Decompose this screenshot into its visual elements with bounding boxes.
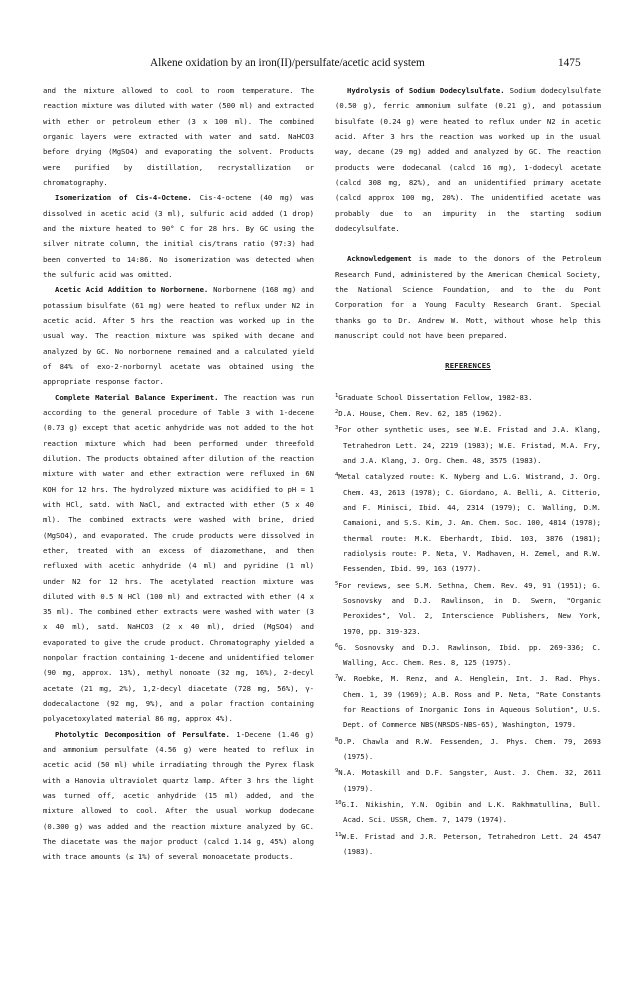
photolysis-heading: Photolytic Decomposition of Persulfate.	[55, 729, 230, 739]
reference-text: Graduate School Dissertation Fellow, 1982-83.	[338, 392, 533, 402]
reference-number: 8	[335, 736, 339, 743]
reference-item	[335, 405, 601, 421]
reference-item	[335, 828, 601, 860]
isomerization-body: Cis-4-octene (40 mg) was dissolved in acetic acid (3 ml), sulfuric acid added (1 drop) and the mixture heated to 90° C for 28 hrs. By GC using the silver nitrate column, the initial cis/trans ratio (97:3) had been converted to 14:86. No isomerization was detected when the sulfuric acid was omitted.	[43, 193, 314, 279]
acknowledgement-body: is made to the donors of the Petroleum Research Fund, administered by the American Chemical Society, the National Science Foundation, and to the du Pont Corporation for a Young Faculty Research Grant. Special thanks go to Dr. Andrew W. Mott, without whose help this manuscript could not have been prepared.	[335, 254, 601, 340]
material-balance-body: The reaction was run according to the general procedure of Table 3 with 1-decene (0.73 g) except that acetic anhydride was not added to the hot reaction mixture which had been performed under threefold dilution. The products obtained after dilution of the reaction mixture with water and ether extraction were refluxed in 6N KOH for 12 hrs. The hydrolyzed mixture was acidified to pH = 1 with HCl, satd. with NaCl, and extracted with ether (5 x 40 ml). The combined extracts were washed with brine, dried (MgSO4), and evaporated. The crude products were dissolved in ether, treated with an excess of diazomethane, and then refluxed with acetic anhydride (4 ml) and pyridine (1 ml) under N2 for 12 hrs. The acetylated reaction mixture was diluted with 0.5 N HCl (100 ml) and extracted with ether (4 x 35 ml). The combined ether extracts were washed with water (3 x 40 ml), satd. NaHCO3 (2 x 40 ml), dried (MgSO4) and evaporated to give the crude product. Chromatography yielded a nonpolar fraction containing 1-decene and unidentified telomer (90 mg, approx. 13%), methyl nonoate (32 mg, 16%), 2-decyl acetate (21 mg, 2%), 1,2-decyl diacetate (728 mg, 56%), γ-dodecalactone (92 mg, 9%), and a polar fraction containing polyacetoxylated material 86 mg, approx 4%).	[43, 392, 314, 724]
reference-number: 2	[335, 408, 339, 415]
norbornene-heading: Acetic Acid Addition to Norbornene.	[55, 285, 209, 295]
reference-text: Metal catalyzed route: K. Nyberg and L.G. Wistrand, J. Org. Chem. 43, 2613 (1978); C. Giordano, A. Belli, A. Citterio, and F. Minisci, Ibid. 44, 2314 (1979); C. Walling, D.M. Camaioni, and S.S. Kim, J. Am. Chem. Soc. 100, 4814 (1978); thermal route: M.K. Eberhardt, Ibid. 103, 3876 (1981); radiolysis route: P. Neta, V. Madhaven, H. Zemel, and R.W. Fessenden, Ibid. 99, 163 (1977).	[338, 472, 601, 574]
reference-number: 7	[335, 674, 339, 681]
workup-paragraph: and the mixture allowed to cool to room temperature. The reaction mixture was diluted with water (500 ml) and extracted with ether or petroleum ether (3 x 100 ml). The combined organic layers were extracted with water and satd. NaHCO3 before drying (MgSO4) and evaporating the solvent. Products were purified by distillation, recrystallization or chromatography.	[43, 86, 314, 187]
acknowledgement-heading: Acknowledgement	[347, 254, 412, 264]
reference-item	[335, 733, 601, 765]
material-balance-heading: Complete Material Balance Experiment.	[55, 392, 219, 402]
reference-text: W.E. Fristad and J.R. Peterson, Tetrahedron Lett. 24 4547 (1983).	[341, 831, 601, 857]
right-column	[335, 83, 601, 859]
reference-number: 1	[335, 392, 339, 399]
reference-text: For reviews, see S.M. Sethna, Chem. Rev. 49, 91 (1951); G. Sosnovsky and D.J. Rawlinson, in D. Swern, "Organic Peroxides", Vol. 2, Interscience Publishers, New York, 1970, pp. 319-323.	[338, 580, 601, 636]
reference-item	[335, 796, 601, 828]
hydrolysis-paragraph	[335, 83, 601, 236]
reference-number: 3	[335, 425, 339, 432]
reference-item	[335, 670, 601, 732]
running-header	[0, 57, 625, 71]
reference-number: 11	[335, 831, 342, 838]
page-number: 1475	[558, 57, 581, 69]
reference-number: 4	[335, 472, 339, 479]
left-column	[43, 83, 314, 865]
references-list	[335, 389, 601, 860]
hydrolysis-body: Sodium dodecylsulfate (0.50 g), ferric ammonium sulfate (0.21 g), and potassium bisulfate (0.24 g) were heated to reflux under N2 in acetic acid. After 3 hrs the reaction was worked up in the usual way, decane (29 mg) added and analyzed by GC. The reaction products were dodecanal (calcd 16 mg), 1-dodecyl acetate (calcd 308 mg, 82%), and an unidentified primary acetate (calcd approx 100 mg, 20%). The unidentified acetate was probably due to an impurity in the starting sodium dodecylsulfate.	[335, 86, 601, 233]
reference-text: D.A. House, Chem. Rev. 62, 185 (1962).	[338, 408, 503, 418]
reference-text: G. Sosnovsky and D.J. Rawlinson, Ibid. pp. 269-336; C. Walling, Acc. Chem. Res. 8, 125 (1975).	[338, 642, 601, 668]
reference-text: W. Roebke, M. Renz, and A. Henglein, Int. J. Rad. Phys. Chem. 1, 39 (1969); A.B. Ross and P. Neta, "Rate Constants for Reactions of Inorganic Ions in Aqueous Solution", U.S. Dept. of Commerce NBS(NRSDS-NBS-65), Washington, 1979.	[338, 674, 601, 730]
isomerization-heading: Isomerization of Cis-4-Octene.	[55, 193, 192, 203]
reference-item	[335, 577, 601, 639]
reference-item	[335, 389, 601, 405]
section-spacer	[335, 343, 601, 358]
reference-number: 6	[335, 642, 339, 649]
norbornene-paragraph	[43, 282, 314, 389]
references-heading: REFERENCES	[445, 361, 491, 371]
material-balance-paragraph	[43, 390, 314, 727]
reference-number: 5	[335, 580, 339, 587]
running-title: Alkene oxidation by an iron(II)/persulfate/acetic acid system	[150, 57, 425, 69]
reference-text: For other synthetic uses, see W.E. Fristad and J.A. Klang, Tetrahedron Lett. 24, 2219 (1983); W.E. Fristad, M.A. Fry, and J.A. Klang, J. Org. Chem. 48, 3575 (1983).	[338, 425, 601, 465]
reference-number: 9	[335, 768, 339, 775]
reference-item	[335, 421, 601, 468]
isomerization-paragraph	[43, 190, 314, 282]
acknowledgement-paragraph	[335, 251, 601, 343]
hydrolysis-heading: Hydrolysis of Sodium Dodecylsulfate.	[347, 86, 505, 95]
photolysis-paragraph	[43, 727, 314, 865]
section-spacer	[335, 374, 601, 389]
reference-text: N.A. Motaskill and D.F. Sangster, Aust. J. Chem. 32, 2611 (1979).	[338, 768, 601, 793]
norbornene-body: Norbornene (168 mg) and potassium bisulfate (61 mg) were heated to reflux under N2 in acetic acid. After 5 hrs the reaction was worked up in the usual way. The reaction mixture was spiked with decane and analyzed by GC. No norbornene remained and a calculated yield of 84% of exo-2-norbornyl acetate was obtained using the appropriate response factor.	[43, 285, 314, 387]
reference-text: O.P. Chawla and R.W. Fessenden, J. Phys. Chem. 79, 2693 (1975).	[338, 736, 601, 762]
reference-item	[335, 764, 601, 796]
section-spacer	[335, 236, 601, 251]
references-heading-line	[335, 358, 601, 373]
reference-text: G.I. Nikishin, Y.N. Ogibin and L.K. Rakhmatullina, Bull. Acad. Sci. USSR, Chem. 7, 1479 (1974).	[341, 800, 601, 825]
reference-item	[335, 468, 601, 576]
reference-number: 10	[335, 800, 342, 807]
reference-item	[335, 639, 601, 671]
photolysis-body: 1-Decene (1.46 g) and ammonium persulfate (4.56 g) were heated to reflux in acetic acid (50 ml) while irradiating through the Pyrex flask with a Hanovia ultraviolet quartz lamp. After 3 hrs the light was turned off, acetic anhydride (15 ml) added, and the mixture allowed to cool. After the usual workup dodecane (0.300 g) was added and the reaction mixture analyzed by GC. The diacetate was the major product (calcd 1.14 g, 45%) along with trace amounts (≤ 1%) of several monoacetate products.	[43, 729, 315, 862]
